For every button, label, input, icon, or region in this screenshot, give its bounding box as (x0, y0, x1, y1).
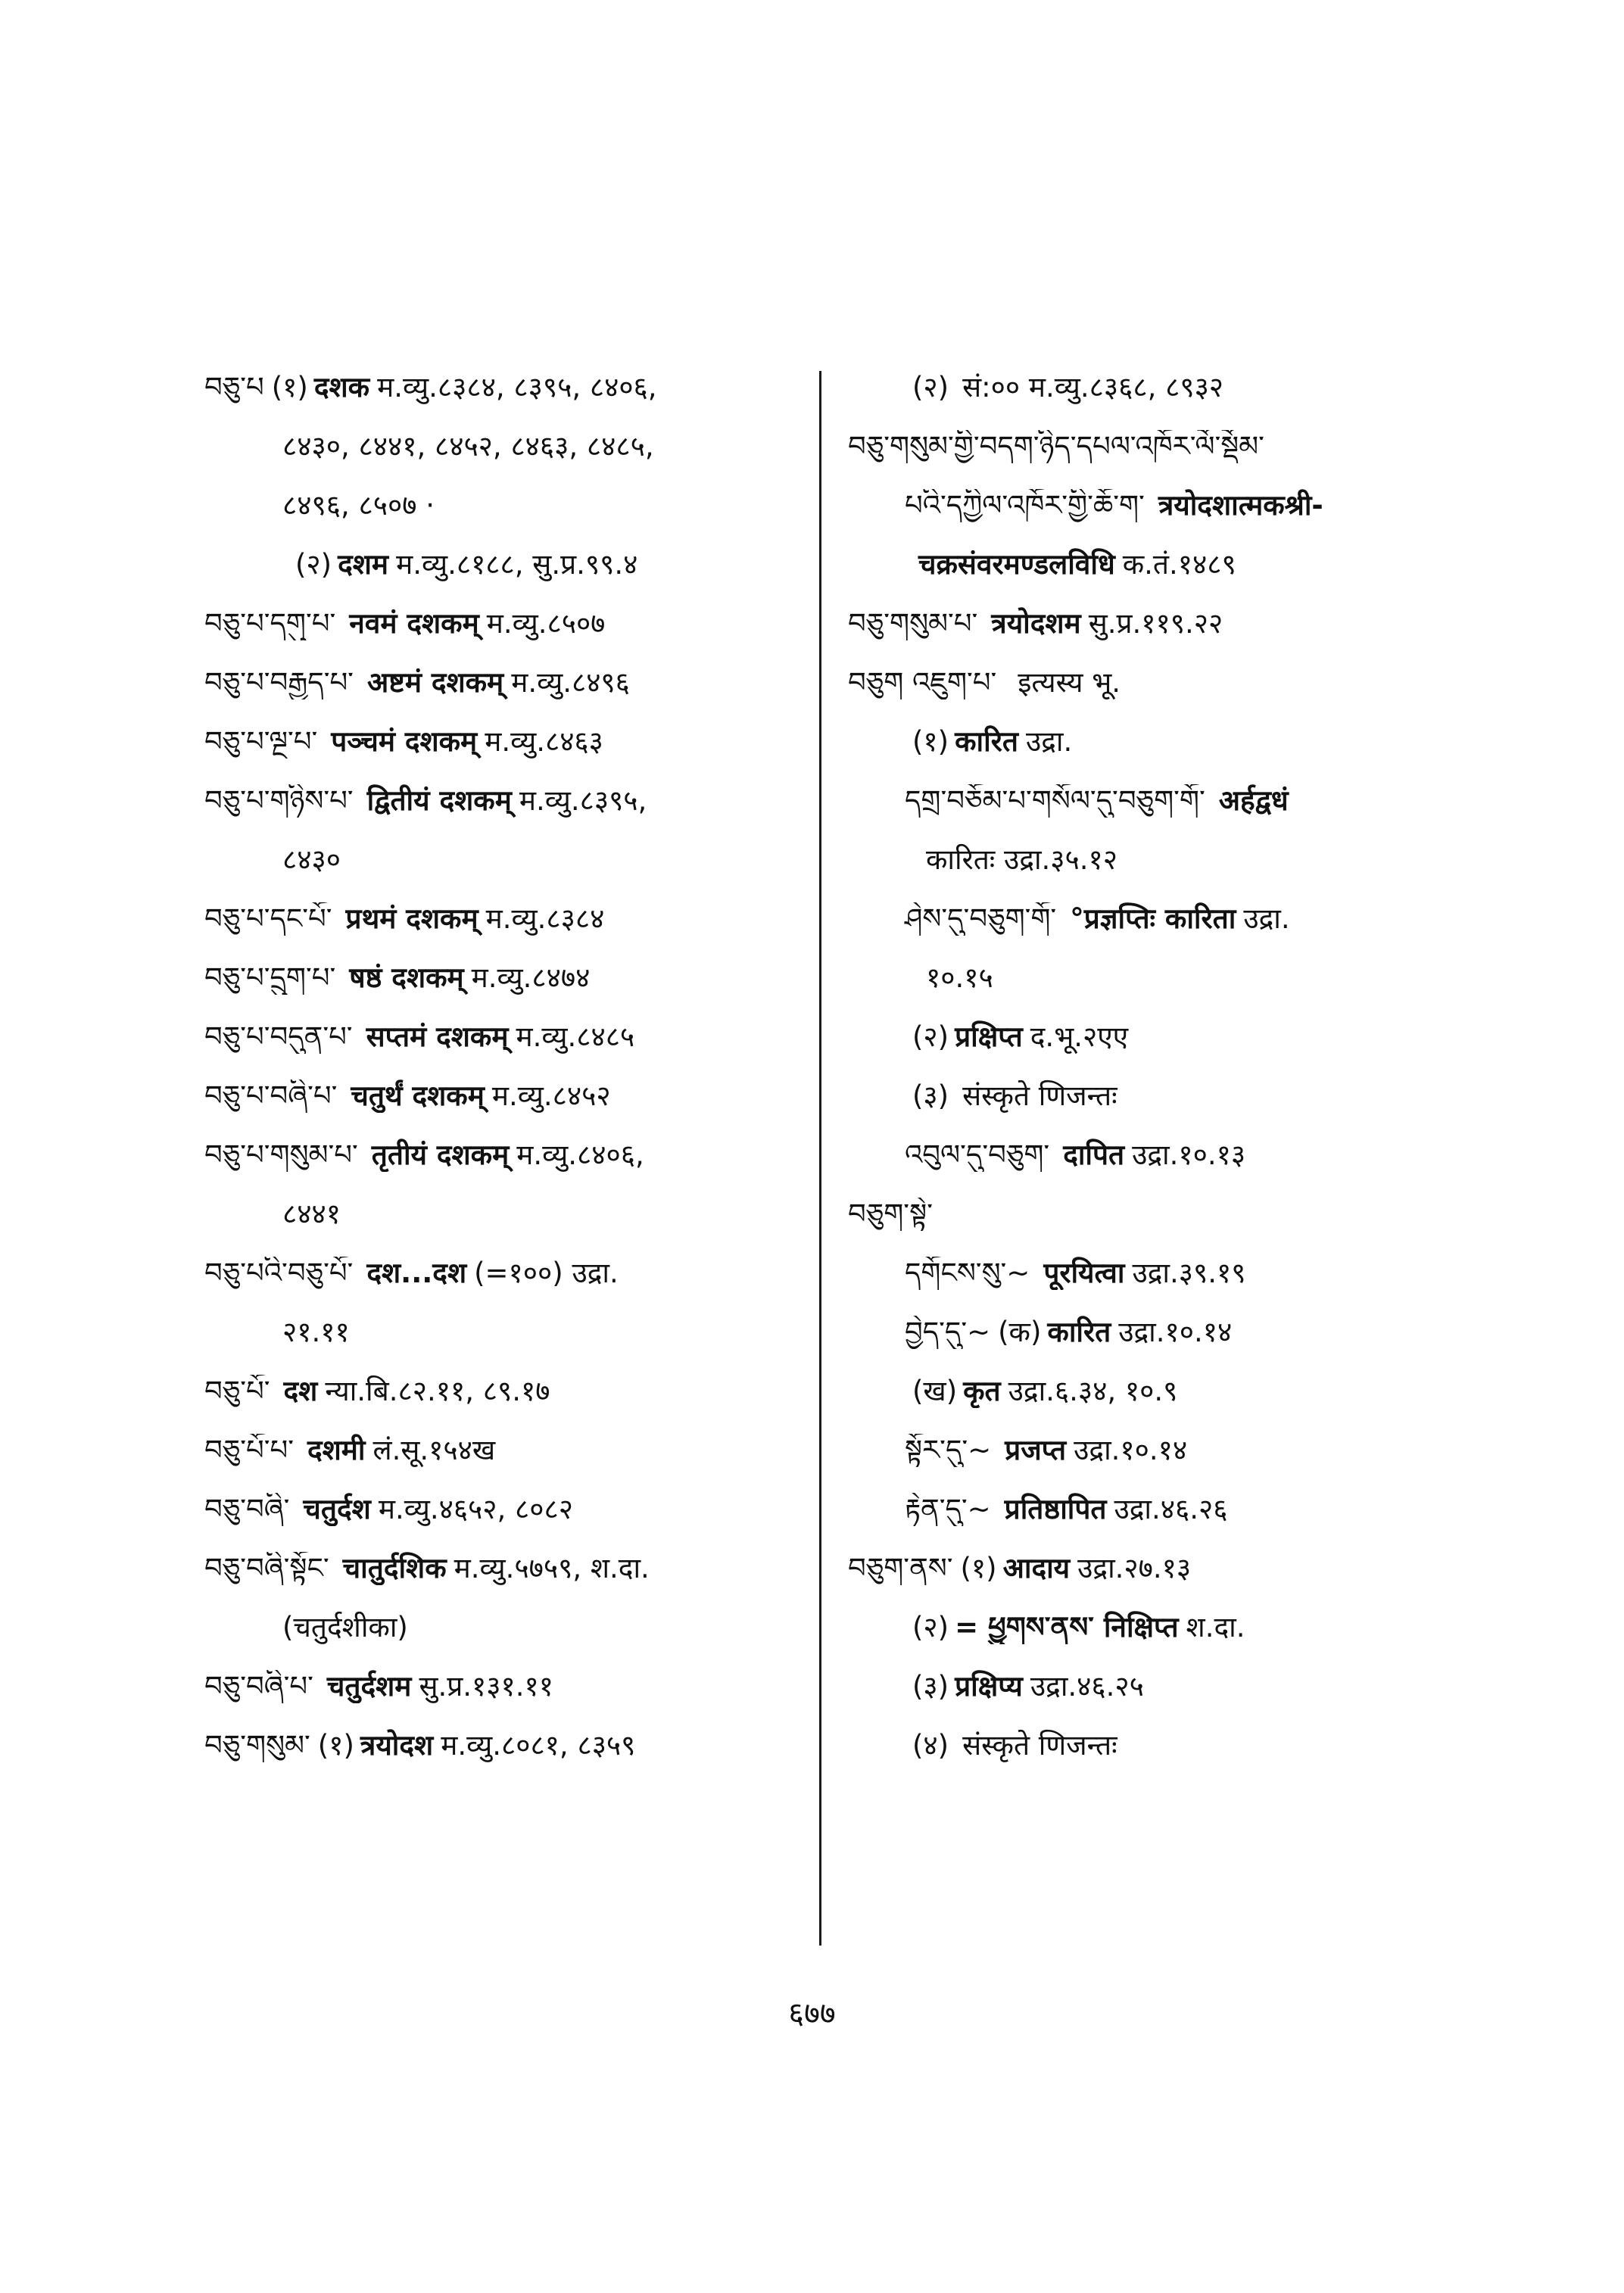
source-reference: म.व्यु.८४६३ (485, 725, 603, 758)
source-reference: कारितः उद्रा.३५.१२ (926, 843, 1118, 876)
source-reference: संस्कृते णिजन्तः (962, 1080, 1117, 1112)
entry-line (204, 1611, 810, 1644)
entry-line (204, 843, 810, 877)
source-reference: द.भू.२एए (1030, 1020, 1129, 1053)
source-reference: उद्रा.६.३४, १०.९ (1008, 1375, 1178, 1407)
entry-line (204, 1257, 810, 1290)
source-reference: ८४९६, ८५०७ · (282, 489, 435, 522)
tibetan-headword: བཅུ་པོ་པ་ (204, 1434, 294, 1466)
entry-line (204, 1434, 810, 1467)
entry-line (848, 784, 1469, 818)
tibetan-headword: བཅུག འཇུག་པ་ (848, 666, 997, 699)
source-reference: क.तं.१४८९ (1122, 548, 1236, 581)
sanskrit-equivalent: पूरयित्वा (1043, 1257, 1125, 1289)
sanskrit-equivalent: दश (283, 1375, 318, 1407)
sanskrit-equivalent: दापित (1063, 1139, 1125, 1171)
source-reference: म.व्यु.४६५२, ८०८२ (378, 1493, 574, 1525)
source-reference: उद्रा.१०.१४ (1118, 1316, 1233, 1348)
source-reference: श.दा. (1186, 1611, 1245, 1643)
source-reference: म.व्यु.८०८१, ८३५९ (441, 1729, 636, 1762)
sanskrit-equivalent: °प्रज्ञप्तिः कारिता (1070, 902, 1236, 935)
entry-line (204, 666, 810, 699)
source-reference: सु.प्र.१३१.११ (419, 1670, 553, 1703)
tibetan-headword: བཅུ་པ་དྲུག་པ་ (204, 961, 336, 994)
entry-line (204, 725, 810, 759)
source-reference: (चतुर्दशीका) (282, 1611, 408, 1643)
source-reference: उद्रा. (1243, 902, 1290, 935)
entry-line (204, 1198, 810, 1231)
source-reference: संस्कृते णिजन्तः (962, 1729, 1117, 1762)
sanskrit-equivalent: दशमी (307, 1434, 366, 1466)
source-reference: ८४३०, ८४४१, ८४५२, ८४६३, ८४८५, (282, 430, 654, 463)
tibetan-headword: བཅུ་བཞི་ (204, 1493, 290, 1525)
tibetan-headword: སྟོར་དུ་~ (905, 1434, 992, 1466)
source-reference: ८४३० (282, 843, 341, 876)
entry-line (204, 1139, 810, 1172)
right-column (848, 371, 1469, 1788)
sanskrit-equivalent: प्रथमं दशकम् (345, 902, 478, 935)
source-reference: २१.११ (282, 1316, 350, 1348)
sense-number: (२) (912, 1611, 949, 1643)
page-number: ६७७ (788, 1996, 836, 2031)
entry-line (204, 784, 810, 818)
entry-line (848, 1375, 1469, 1408)
tibetan-headword: བཅུ་པ་བཞི་པ་ (204, 1080, 338, 1112)
sense-number: (२) (295, 548, 332, 581)
source-reference: उद्रा.१०.१३ (1132, 1139, 1246, 1171)
entry-line (848, 1139, 1469, 1172)
sanskrit-equivalent: प्रक्षिप्य (955, 1670, 1023, 1703)
sanskrit-equivalent: त्रयोदशात्मकश्री- (1158, 489, 1323, 522)
tibetan-headword: བཅུ་གསུམ་གྱི་བདག་ཉིད་དཔལ་འཁོར་ལོ་སྡོམ་ (848, 430, 1264, 463)
sense-number: (३) (912, 1080, 949, 1112)
entry-line (204, 1670, 810, 1703)
entry-line (848, 1729, 1469, 1762)
sanskrit-equivalent: षष्ठं दशकम् (349, 961, 464, 994)
sanskrit-equivalent: सप्तमं दशकम् (366, 1020, 509, 1053)
tibetan-headword: བྱེད་དུ་~ (905, 1316, 991, 1348)
tibetan-headword: དགོངས་སུ་~ (905, 1257, 1030, 1289)
tibetan-headword: རྟེན་དུ་~ (905, 1493, 991, 1525)
entry-line (848, 489, 1469, 522)
entry-line (848, 548, 1469, 581)
sense-number: (२) (912, 371, 949, 403)
sanskrit-equivalent: प्रक्षिप्त (955, 1020, 1023, 1053)
column-divider (819, 371, 821, 1946)
source-reference: म.व्यु.८४०६, (516, 1139, 644, 1171)
source-reference: उद्रा.१०.१४ (1074, 1434, 1188, 1466)
sanskrit-equivalent: तृतीयं दशकम् (371, 1139, 510, 1171)
entry-line (204, 430, 810, 463)
left-column (204, 371, 810, 1788)
sense-number: (१) (317, 1729, 354, 1762)
entry-line (204, 1020, 810, 1054)
source-reference: म.व्यु.८३९५, (519, 784, 647, 817)
entry-line (204, 1552, 810, 1585)
tibetan-headword: བཅུ་པ་ལྔ་པ་ (204, 725, 318, 758)
entry-line (848, 1198, 1469, 1231)
entry-line (848, 1493, 1469, 1526)
tibetan-headword: བཅུ་པ་དགུ་པ་ (204, 607, 336, 640)
sense-number: (३) (912, 1670, 949, 1703)
sanskrit-equivalent: चातुर्दशिक (342, 1552, 447, 1584)
sanskrit-equivalent: कारित (1047, 1316, 1111, 1348)
source-reference: म.व्यु.८५०७ (486, 607, 606, 640)
entry-line (848, 725, 1469, 759)
sanskrit-equivalent: दशक (313, 371, 370, 403)
tibetan-headword: བཅུ་གསུམ་པ་ (848, 607, 978, 640)
entry-line (848, 961, 1469, 995)
source-reference: उद्रा. (1025, 725, 1073, 758)
sense-number: (क) (998, 1316, 1042, 1348)
tibetan-headword: བཅུ་པ་གཉིས་པ་ (204, 784, 354, 817)
source-reference: म.व्यु.८४७४ (471, 961, 591, 994)
tibetan-headword: བཅུ་པ་དང་པོ་ (204, 902, 332, 935)
source-reference: म.व्यु.८३८४, ८३९५, ८४०६, (377, 371, 657, 403)
entry-line (848, 1434, 1469, 1467)
tibetan-headword: བཅུ་གསུམ་ (204, 1729, 310, 1762)
entry-line (204, 548, 810, 581)
entry-line (848, 1552, 1469, 1585)
tibetan-headword: བཅུ་པ་བདུན་པ་ (204, 1020, 353, 1053)
tibetan-headword: བཅུ་པ་བརྒྱད་པ་ (204, 666, 354, 699)
sanskrit-equivalent: अष्टमं दशकम् (366, 666, 504, 699)
source-reference: उद्रा.४६.२५ (1030, 1670, 1144, 1703)
entry-line (204, 1080, 810, 1113)
source-reference: म.व्यु.८४८५ (516, 1020, 635, 1053)
source-reference: उद्रा.२७.१३ (1077, 1552, 1192, 1584)
source-reference: (=१००) उद्रा. (474, 1257, 619, 1289)
source-reference: म.व्यु.८४९६ (511, 666, 630, 699)
tibetan-headword: བཅུག་ནས་ (848, 1552, 953, 1584)
source-reference: उद्रा.३९.१९ (1132, 1257, 1246, 1289)
tibetan-headword: ཤེས་དུ་བཅུག་གོ་ (905, 902, 1057, 935)
entry-line (204, 902, 810, 936)
source-reference: १०.१५ (926, 961, 993, 994)
source-reference: सु.प्र.११९.२२ (1088, 607, 1223, 640)
source-reference: न्या.बि.८२.११, ८९.१७ (325, 1375, 550, 1407)
tibetan-headword: པའི་དཀྱིལ་འཁོར་གྱི་ཆོ་ག་ (905, 489, 1145, 522)
sanskrit-equivalent: चतुर्थं दशकम् (351, 1080, 485, 1112)
sanskrit-equivalent: त्रयोदशम (991, 607, 1081, 640)
sanskrit-equivalent: दश...दश (366, 1257, 467, 1289)
tibetan-headword: བཅུ་པ (204, 371, 264, 403)
sanskrit-equivalent: पञ्चमं दशकम् (331, 725, 478, 758)
source-reference: इत्यस्य भू. (1018, 666, 1121, 699)
sense-number: (१) (912, 725, 949, 758)
entry-line (848, 607, 1469, 640)
entry-line (204, 961, 810, 995)
entry-line (848, 1316, 1469, 1349)
tibetan-headword: བཅུ་པོ་ (204, 1375, 270, 1407)
entry-line (204, 1316, 810, 1349)
source-reference: लं.सू.१५४ख (372, 1434, 496, 1466)
entry-line (204, 1493, 810, 1526)
entry-line (848, 902, 1469, 936)
sanskrit-equivalent: कृत (963, 1375, 1001, 1407)
entry-line (848, 1611, 1469, 1644)
sanskrit-equivalent: = ཕྱུགས་ནས་ निक्षिप्त (955, 1611, 1179, 1643)
tibetan-headword: དགྲ་བཅོམ་པ་གསོལ་དུ་བཅུག་གོ་ (905, 784, 1205, 817)
source-reference: म.व्यु.८३८४ (485, 902, 605, 935)
sanskrit-equivalent: कारित (955, 725, 1018, 758)
sense-number: (१) (271, 371, 308, 403)
entry-line (848, 666, 1469, 699)
sanskrit-equivalent: नवमं दशकम् (349, 607, 479, 640)
entry-line (848, 1670, 1469, 1703)
tibetan-headword: བཅུ་བཞི་པ་ (204, 1670, 313, 1703)
tibetan-headword: འབུལ་དུ་བཅུག་ (905, 1139, 1050, 1171)
source-reference: सं:०० म.व्यु.८३६८, ८९३२ (962, 371, 1224, 403)
sanskrit-equivalent: त्रयोदश (360, 1729, 434, 1762)
sanskrit-equivalent: चतुर्दश (303, 1493, 371, 1525)
entry-line (848, 1080, 1469, 1113)
source-reference: म.व्यु.५७५९, श.दा. (454, 1552, 650, 1584)
entry-line (848, 371, 1469, 404)
sanskrit-equivalent: अर्हद्वधं (1218, 784, 1289, 817)
tibetan-headword: བཅུ་བཞི་སྟོང་ (204, 1552, 329, 1584)
sense-number: (ख) (912, 1375, 958, 1407)
entry-line (848, 430, 1469, 463)
source-reference: ८४४१ (282, 1198, 341, 1230)
entry-line (848, 1020, 1469, 1054)
sanskrit-equivalent: आदाय (1002, 1552, 1071, 1584)
sanskrit-equivalent: दशम (338, 548, 389, 581)
sanskrit-equivalent: चक्रसंवरमण्डलविधि (918, 548, 1115, 581)
tibetan-headword: བཅུ་པ་གསུམ་པ་ (204, 1139, 358, 1171)
entry-line (204, 371, 810, 404)
sense-number: (४) (912, 1729, 949, 1762)
sanskrit-equivalent: प्रजप्त (1005, 1434, 1067, 1466)
tibetan-headword: བཅུག་སྟེ་ (848, 1198, 933, 1230)
entry-line (204, 607, 810, 640)
sense-number: (२) (912, 1020, 949, 1053)
entry-line (848, 843, 1469, 877)
entry-line (204, 489, 810, 522)
source-reference: उद्रा.४६.२६ (1114, 1493, 1228, 1525)
entry-line (204, 1375, 810, 1408)
entry-line (204, 1729, 810, 1762)
source-reference: म.व्यु.८१८८, सु.प्र.९९.४ (396, 548, 638, 581)
sense-number: (१) (960, 1552, 997, 1584)
sanskrit-equivalent: द्वितीयं दशकम् (366, 784, 512, 817)
entry-line (848, 1257, 1469, 1290)
sanskrit-equivalent: प्रतिष्ठापित (1004, 1493, 1107, 1525)
source-reference: म.व्यु.८४५२ (491, 1080, 611, 1112)
tibetan-headword: བཅུ་པའི་བཅུ་པོ་ (204, 1257, 354, 1289)
sanskrit-equivalent: चतुर्दशम (326, 1670, 412, 1703)
